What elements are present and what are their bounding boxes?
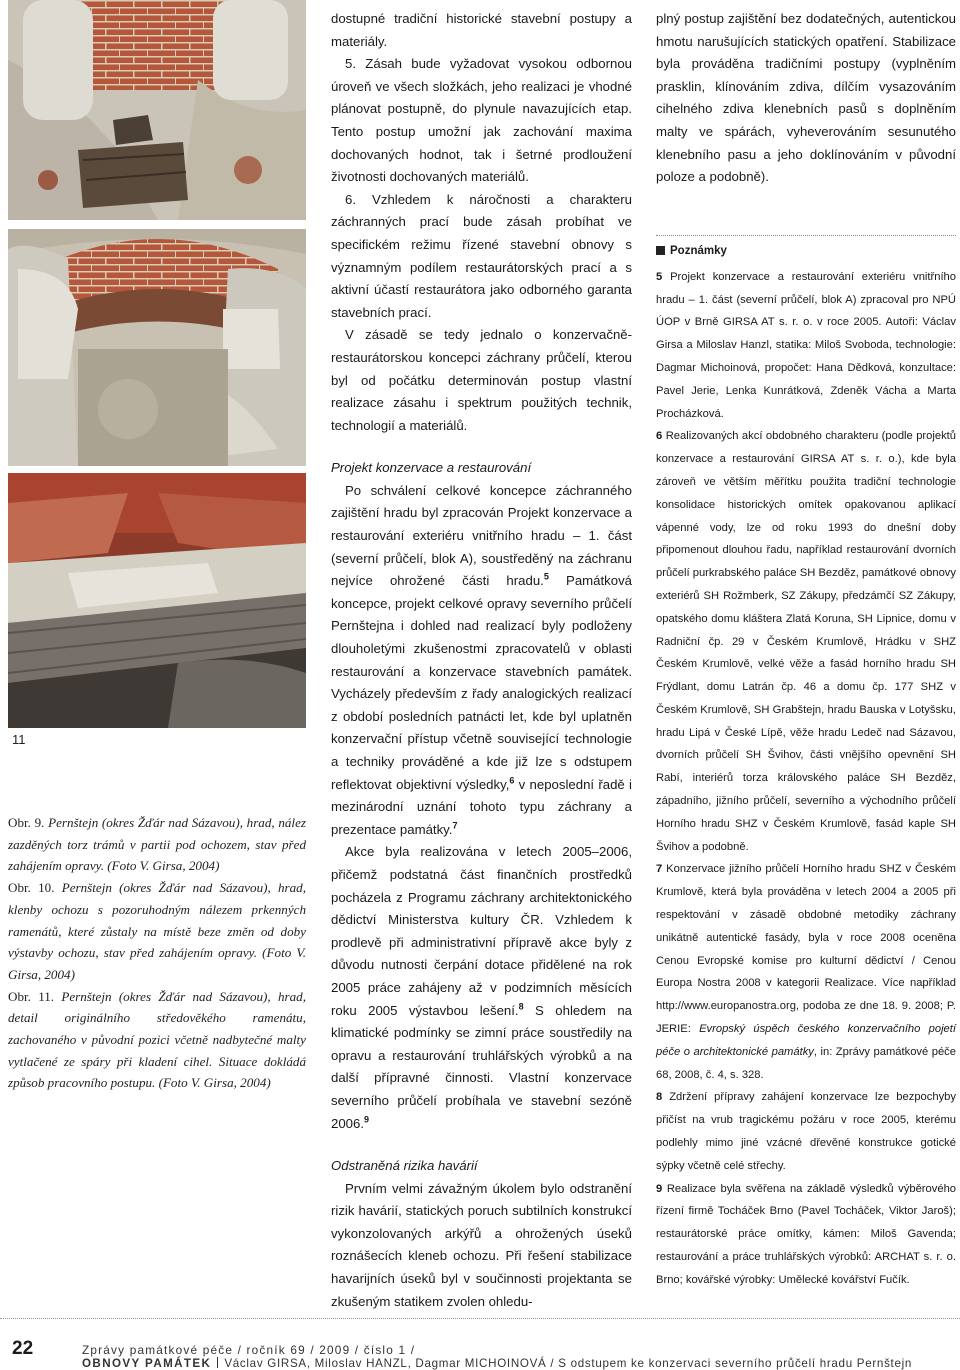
middle-column: [331, 8, 632, 1313]
caption-figure-10: [8, 877, 306, 986]
figure-captions: [8, 812, 306, 1094]
caption-text: Pernštejn (okres Žďár nad Sázavou), hrad, nález zazděných torz trámů v partii pod ochozem, stav před zahájením opravy. (Foto V. Girsa, 2004): [8, 815, 306, 874]
article-authors-title: Václav GIRSA, Miloslav HANZL, Dagmar MICHOINOVÁ / S odstupem ke konzervaci severního průčelí hradu Pernštejn: [224, 1357, 913, 1370]
paragraph: Prvním velmi závažným úkolem bylo odstranění rizik havárií, statických poruch subtilních konstrukcí vykonzolovaných arkýřů a ohrožených úseků roznášecích kleneb ochozu. Při řešení stabilizace havarijních úseků byl v součinnosti projektanta se zkušeným statikem zvolen ohledu-: [331, 1180, 632, 1309]
footer-divider: [0, 1318, 960, 1319]
text-run: v neposlední řadě i mezinárodní uznání tohoto typu záchrany a prezentace památky.: [331, 776, 632, 837]
footnote-text: Zdržení přípravy zahájení konzervace lze bezpochyby přičíst na vrub tragickému požáru v roce 2005, kterému podlehly mimo jiné vzácné dřevěné konstrukce gotické sýpky včetně celé střechy.: [656, 1091, 956, 1172]
photo-figure-11: [8, 473, 306, 728]
footnote-text-tail: , in: Zprávy památkové péče 68, 2008, č. 4, s. 328.: [656, 1045, 956, 1081]
caption-label: Obr. 10.: [8, 880, 55, 896]
square-bullet-icon: [656, 246, 665, 255]
photo-figure-10: [8, 229, 306, 466]
caption-text: Pernštejn (okres Žďár nad Sázavou), hrad, detail originálního středověkého ramenátu, zachovaného v původní pozici včetně nadbytečné malty vytlačené ze spáry při kladení cihel. Situace dokládá způsob pracovního postupu. (Foto V. Girsa, 2004): [8, 988, 306, 1091]
footnote-ref[interactable]: 5: [543, 571, 549, 582]
footnote-ref[interactable]: 7: [452, 820, 458, 831]
footnote-text: Realizovaných akcí obdobného charakteru (podle projektů konzervace a restaurování GIRSA AT s. r. o.), kde byla zároveň ve větším měřítku použita tradiční technologie konsolidace historických omítek opakovanou aplikací vápenné vody, lze od roku 1993 do dnešní doby připomenout dlouhou řadu, například restaurování dvorních průčelí purkrabského paláce SH Bezděz, památkové obnovy exteriérů SH Rožmberk, SZ Zákupy, předzámčí SZ Zákupy, opatského domu kláštera Zlatá Koruna, SH Lipnice, domu v Radniční čp. 29 v Českém Krumlově, Hrádku v SHZ Českém Krumlově, velké věže a fasád horního hradu SH Frýdlant, domu Latrán čp. 46 a domu čp. 177 SHZ v Českém Krumlově, SH Grabštejn, hradu Bauska v Lotyšsku, hradu Lipá v České Lípě, věže hradu Ledeč nad Sázavou, dvorních průčelí SH Švihov, části vnějšího opevnění SH Rabí, interiérů torza královského paláce SH Bezděz, západního, jižního průčelí, severního a východního průčelí Horního hradu SHZ v Českém Krumlově, fasád kaple SH Švihov a podobně.: [656, 430, 957, 853]
caption-text: Pernštejn (okres Žďár nad Sázavou), hrad, klenby ochozu s pozoruhodným nálezem prkenných ramenátů, které zůstaly na místě beze změn od doby výstavby ochozu, stav před zahájením opravy. (Foto V. Girsa, 2004): [8, 880, 306, 982]
footnote-ref[interactable]: 6: [509, 775, 515, 786]
footnote: [656, 1178, 956, 1292]
paragraph: 5. Zásah bude vyžadovat vysokou odbornou úroveň ve všech složkách, jeho realizaci je vhodné plánovat postupně, do plynule navazujících etap. Tento postup umožní jak zachování maxima dochovaných hodnot, tak i šetrné prodloužení životnosti dochovaných materiálů.: [331, 56, 632, 185]
footnote-text: Projekt konzervace a restaurování exteriéru vnitřního hradu – 1. část (severní průčelí, blok A) zpracoval pro NPÚ ÚOP v Brně GIRSA AT s. r. o. v roce 2005. Autoři: Václav Girsa a Miloslav Hanzl, statika: Miloš Svoboda, technologie: Dagmar Michoinová, propočet: Hana Dědková, konzultace: Pavel Jerie, Lenka Kunrátková, Zdeněk Vácha a Marta Procházková.: [656, 270, 957, 420]
text-run: Památková koncepce, projekt celkové opravy severního průčelí Pernštejna i dohled nad realizací byly podloženy dlouholetými zkušenostmi zpracovatelů v oblasti restaurování a konzervace stavebních památek. Vycházely především z řady analogických realizací z období posledních patnácti let, kde byl uplatněn konzervační přístup včetně související technologie a techniky prováděné a kde již lze s odstupem reflektovat objektivní výsledky,: [331, 573, 632, 792]
caption-label: Obr. 9.: [8, 815, 45, 830]
footnote-text: Konzervace jižního průčelí Horního hradu SHZ v Českém Krumlově, která byla prováděna v letech 2004 a 2005 při respektování v zásadě obdobné metodiky záchrany unikátně autentické fasády, byla v roce 2008 oceněna Cenou Evropské komise pro kulturní dědictví / Cenou Europa Nostra 2008 v kategorii Realizace. Více například http://www.europanostra.org, podoba ze dne 18. 9. 2008; P. JERIE:: [656, 863, 956, 1036]
paragraph: dostupné tradiční historické stavební postupy a materiály.: [331, 11, 632, 49]
text-run: Akce byla realizována v letech 2005–2006, přičemž podstatná část finančních prostředků pocházela z Programu záchrany architektonického dědictví Ministerstva kultury ČR. Vzhledem k prodlevě při administrativní přípravě akce byly z důvodu nutnosti čerpání dotace přidělené na rok 2005 práce zahájeny až v podzimních měsících roku 2005 výstavbou lešení.: [331, 844, 632, 1018]
footnote: [656, 266, 956, 426]
paragraph: 6. Vzhledem k náročnosti a charakteru záchranných prací bude zásah probíhat ve specifickém režimu řízené stavební obnovy s významným podílem restaurátorských prací a s aktivní účastí restaurátora jako odborného garanta stavebních prací.: [331, 191, 632, 320]
notes-title: Poznámky: [670, 244, 727, 257]
caption-label: Obr. 11.: [8, 988, 55, 1004]
footnote-number: 7: [656, 863, 663, 876]
notes-heading: [656, 235, 956, 266]
paragraph: plný postup zajištění bez dodatečných, autentickou hmotu narušujících statických opatření. Stabilizace byla prováděna tradičními postupy (vyplněním prasklin, klínováním zdiva, dílčím vysazováním cihelného zdiva klenebních pasů s doplněním malty ve spárách, vyheverováním sesunutého klenebního pasu a jeho doklínováním v původní poloze a podobně).: [656, 11, 956, 185]
journal-info: Zprávy památkové péče / ročník 69 / 2009 / číslo 1 /: [82, 1343, 416, 1357]
section-heading: Odstraněná rizika havárií: [331, 1158, 478, 1174]
paragraph: [331, 480, 632, 842]
article-info: [82, 1357, 912, 1370]
footnote: [656, 425, 956, 858]
page-footer: [0, 1318, 960, 1370]
footnote-number: 6: [656, 430, 663, 443]
text-run: S ohledem na klimatické podmínky se zimní práce soustředily na opravu a restaurování truhlářských výrobků a na další přípravné činnosti. Vlastní konzervace severního průčelí probíhala ve stavební sezóně 2006.: [331, 1002, 632, 1131]
footnote: [656, 858, 956, 1086]
footnote-ref[interactable]: 9: [364, 1114, 370, 1125]
paragraph: V zásadě se tedy jednalo o konzervačně-restaurátorskou koncepci záchrany průčelí, kterou byl od počátku determinován postup vlastní realizace zásahu i spektrum použitých technik, technologií a materiálů.: [331, 327, 632, 433]
separator: [217, 1357, 218, 1368]
text-run: Po schválení celkové koncepce záchranného zajištění hradu byl zpracován Projekt konzervace a restaurování exteriéru vnitřního hradu – 1. část (severní průčelí, blok A), soustředěný na záchranu nejvíce ohrožené části hradu.: [331, 482, 632, 589]
photo-figure-9: [8, 0, 306, 220]
footnote: [656, 1086, 956, 1177]
footnote-text: Realizace byla svěřena na základě výsledků výběrového řízení firmě Tocháček Brno (Pavel Tocháček, Viktor Jaroš); restaurátorské práce omítky, kámen: Miloš Gavenda; restaurování a práce truhlářských výrobků: ARCHAT s. r. o. Brno; kovářské výrobky: Umělecké kovářství Fučík.: [656, 1182, 957, 1286]
footnotes: [656, 266, 956, 1292]
figure-number-11: 11: [12, 732, 26, 747]
footnote-number: 9: [656, 1182, 663, 1195]
paragraph: [331, 841, 632, 1135]
right-column: [656, 8, 956, 1292]
footnote-ref[interactable]: 8: [518, 1001, 524, 1012]
caption-figure-11: [8, 986, 306, 1095]
section-heading: Projekt konzervace a restaurování: [331, 460, 532, 476]
section-name: OBNOVY PAMÁTEK: [82, 1357, 212, 1370]
footnote-number: 5: [656, 270, 663, 283]
footnote-number: 8: [656, 1091, 663, 1104]
caption-figure-9: [8, 812, 306, 877]
footnote-italic-title: Evropský úspěch českého konzervačního pojetí péče o architektonické památky: [656, 1023, 956, 1058]
page-number: 22: [12, 1338, 34, 1359]
